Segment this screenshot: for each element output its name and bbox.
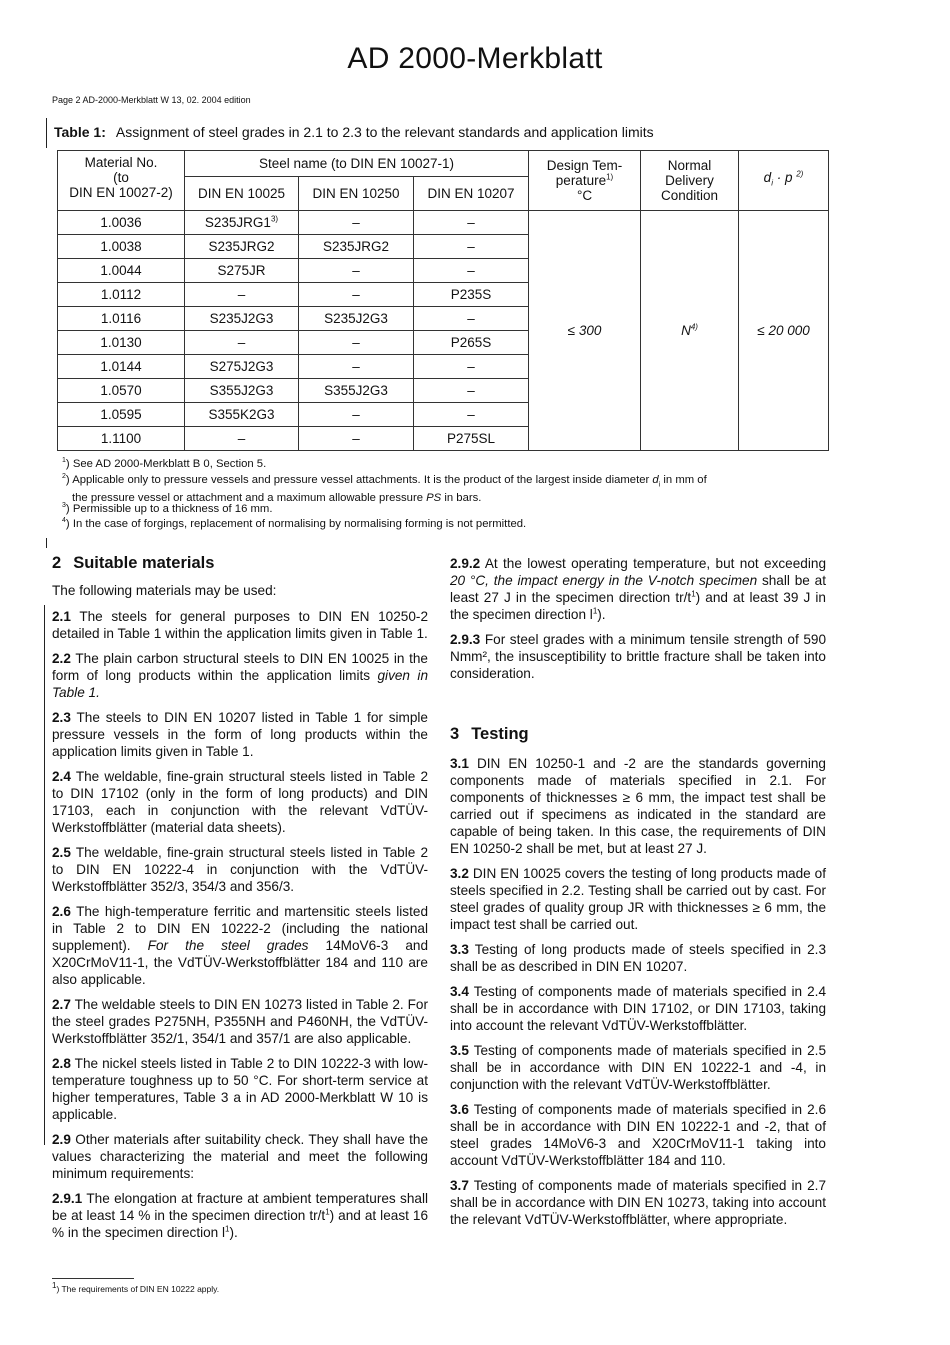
cell-material-no: 1.0116	[58, 307, 185, 331]
cell-din-en-10250: –	[299, 259, 414, 283]
cell-din-en-10250: S235JRG2	[299, 235, 414, 259]
left-column	[52, 555, 428, 1249]
cell-material-no: 1.0595	[58, 403, 185, 427]
cell-din-en-10207: –	[414, 235, 529, 259]
cell-material-no: 1.0036	[58, 211, 185, 235]
cell-din-en-10207: –	[414, 379, 529, 403]
cell-din-en-10207: P275SL	[414, 427, 529, 451]
cell-din-en-10250: –	[299, 355, 414, 379]
para-2-9: 2.9 Other materials after suitability check. They shall have the values characterizing the material and meet the following minimum requirements:	[52, 1132, 429, 1181]
page-title: AD 2000-Merkblatt	[347, 42, 603, 75]
cell-din-en-10207: P235S	[414, 283, 529, 307]
para-2-6: 2.6 The high-temperature ferritic and martensitic steels listed in Table 2 to DIN EN 10222-2 (including the national supplement). For the steel grades 14MoV6-3 and X20CrMoV11-1, the VdTÜV-Werkstoffblätter 184 and 110 are also applicable.	[52, 904, 428, 987]
header-din-en-10207: DIN EN 10207	[414, 177, 529, 211]
footnote-rule	[52, 1278, 134, 1279]
para-2-5: 2.5 The weldable, fine-grain structural steels listed in Table 2 to DIN EN 10222-4 in conjunction with the VdTÜV-Werkstoffblätter 352/3, 354/3 and 356/3.	[52, 845, 428, 894]
para-2-2: 2.2 The plain carbon structural steels to DIN EN 10025 in the form of long products within the application limits given in Table 1.	[52, 651, 429, 700]
cell-din-en-10207: –	[414, 355, 529, 379]
cell-din-en-10025: S235JRG1$^{3)}$	[185, 211, 299, 235]
table-caption-label: Table 1:	[54, 124, 106, 140]
para-2-9-1: 2.9.1 The elongation at fracture at ambient temperatures shall be at least 14 % in the specimen direction $tr/t^1$) and at least 16 % in the specimen direction $l^1$).	[52, 1191, 428, 1240]
cell-material-no: 1.0044	[58, 259, 185, 283]
cell-din-en-10207: –	[414, 211, 529, 235]
table-footnote-1: $^1$) See AD 2000-Merkblatt B 0, Section 5.	[62, 457, 267, 470]
cell-din-en-10250: –	[299, 283, 414, 307]
header-din-en-10025: DIN EN 10025	[185, 177, 299, 211]
para-3-1: 3.1 DIN EN 10250-1 and -2 are the standards governing components made of materials specified in 2.1. For components of thicknesses ≥ 6 mm, the impact test shall be carried out if specimens as indicated in the standard are capable of being taken. In this case, the requirements of DIN EN 10250-2 shall be met, but at least 27 J.	[450, 756, 826, 856]
table-row	[58, 211, 829, 235]
header-design-temperature: Design Tem- perature$^{1)}$ °C	[529, 151, 641, 211]
table-footnote-2: $^2$) Applicable only to pressure vessels and pressure vessel attachments. It is the product of the largest inside diameter $d_i$ in mm of the pressure vessel or attachment and a maximum allowable pressure PS in bars.	[62, 473, 707, 504]
section-3-heading: 3 Testing	[450, 725, 529, 743]
para-3-5: 3.5 Testing of components made of materials specified in 2.5 shall be in accordance with DIN EN 10222-1 and -4, in conjunction with the relevant VdTÜV-Werkstoffblätter.	[450, 1043, 827, 1092]
cell-din-en-10025: S235JRG2	[185, 235, 299, 259]
cell-material-no: 1.0144	[58, 355, 185, 379]
cell-material-no: 1.0130	[58, 331, 185, 355]
cell-material-no: 1.1100	[58, 427, 185, 451]
table-footnote-3: $^3$) Permissible up to a thickness of 16 mm.	[62, 502, 273, 515]
cell-din-en-10207: –	[414, 307, 529, 331]
para-3-3: 3.3 Testing of long products made of steels specified in 2.3 shall be as described in DIN EN 10207.	[450, 942, 827, 974]
cell-material-no: 1.0112	[58, 283, 185, 307]
cell-din-en-10250: S235J2G3	[299, 307, 414, 331]
table-caption	[54, 124, 654, 140]
change-bar	[46, 118, 47, 148]
cell-din-en-10025: S355J2G3	[185, 379, 299, 403]
cell-din-en-10025: –	[185, 427, 299, 451]
cell-din-en-10250: –	[299, 331, 414, 355]
para-2-8: 2.8 The nickel steels listed in Table 2 to DIN 10222-3 with low-temperature toughness up to 50 °C. For short-term service at higher temperatures, Table 3 a in AD 2000-Merkblatt W 10 is applicable.	[52, 1056, 429, 1122]
header-material-no: Material No. (to DIN EN 10027-2)	[58, 151, 185, 211]
cell-din-en-10250: –	[299, 427, 414, 451]
change-bar	[44, 605, 45, 1145]
para-2-3: 2.3 The steels to DIN EN 10207 listed in Table 1 for simple pressure vessels in the form of long products within the application limits given in Table 1.	[52, 710, 428, 759]
page-info: Page 2 AD-2000-Merkblatt W 13, 02. 2004 edition	[52, 95, 251, 105]
table-caption-text: Assignment of steel grades in 2.1 to 2.3 to the relevant standards and application limits	[115, 124, 654, 140]
cell-din-en-10250: –	[299, 403, 414, 427]
para-3-2: 3.2 DIN EN 10025 covers the testing of long products made of steels specified in 2.2. Testing shall be carried out by cast. For steel grades of quality group JR with thicknesses ≥ 6 mm, the impact test shall be carried out.	[450, 866, 826, 932]
cell-din-en-10025: –	[185, 283, 299, 307]
table-footnote-4: $^4$) In the case of forgings, replacement of normalising by normalising forming is not permitted.	[62, 517, 527, 530]
cell-din-en-10025: S235J2G3	[185, 307, 299, 331]
cell-din-en-10025: –	[185, 331, 299, 355]
steel-grades-table	[57, 150, 829, 451]
cell-din-en-10207: –	[414, 259, 529, 283]
section-2-intro: The following materials may be used:	[52, 583, 277, 598]
page-footnote: $^1$) The requirements of DIN EN 10222 apply.	[52, 1281, 220, 1294]
para-3-6: 3.6 Testing of components made of materials specified in 2.6 shall be in accordance with DIN EN 10222-1 and -2, that of steel grades 14MoV6-3 and X20CrMoV11-1 taking into account VdTÜV-Werkstoffblätter 184 and 110.	[450, 1102, 827, 1168]
cell-di-p: ≤ 20 000	[739, 211, 829, 451]
para-2-1: 2.1 The steels for general purposes to DIN EN 10250-2 detailed in Table 1 within the application limits given in Table 1.	[52, 609, 429, 641]
header-di-p: $d_i \cdot p$ $^{2)}$	[739, 151, 829, 211]
right-column	[450, 555, 826, 1236]
header-delivery-condition: Normal Delivery Condition	[641, 151, 739, 211]
cell-din-en-10025: S275JR	[185, 259, 299, 283]
cell-din-en-10250: –	[299, 211, 414, 235]
cell-din-en-10207: P265S	[414, 331, 529, 355]
header-din-en-10250: DIN EN 10250	[299, 177, 414, 211]
change-bar	[46, 538, 47, 548]
cell-material-no: 1.0570	[58, 379, 185, 403]
cell-material-no: 1.0038	[58, 235, 185, 259]
cell-din-en-10025: S355K2G3	[185, 403, 299, 427]
cell-din-en-10250: S355J2G3	[299, 379, 414, 403]
para-2-9-3: 2.9.3 For steel grades with a minimum tensile strength of 590 Nmm², the insusceptibility to brittle fracture shall be taken into consideration.	[450, 632, 826, 681]
cell-din-en-10207: –	[414, 403, 529, 427]
cell-design-temperature: ≤ 300	[529, 211, 641, 451]
section-2-heading: 2 Suitable materials	[52, 554, 215, 572]
para-3-7: 3.7 Testing of components made of materials specified in 2.7 shall be in accordance with DIN EN 10273, taking into account the relevant VdTÜV-Werkstoffblätter, where appropriate.	[450, 1178, 827, 1227]
cell-delivery-condition: $N^{4)}$	[641, 211, 739, 451]
para-2-9-2: 2.9.2 At the lowest operating temperature, but not exceeding 20 °C, the impact energy in the V-notch specimen shall be at least 27 J in the specimen direction $tr/t^1$) and at least 39 J in the specimen direction $l^1$).	[450, 556, 826, 622]
para-2-7: 2.7 The weldable steels to DIN EN 10273 listed in Table 2. For the steel grades P275NH, P355NH and P460NH, the VdTÜV-Werkstoffblätter 352/1, 354/1 and 357/1 are also applicable.	[52, 997, 428, 1046]
para-3-4: 3.4 Testing of components made of materials specified in 2.4 shall be in accordance with DIN 17102, or DIN 17103, taking into account the relevant VdTÜV-Werkstoffblätter.	[450, 984, 827, 1033]
para-2-4: 2.4 The weldable, fine-grain structural steels listed in Table 2 to DIN 17102 (only in the form of long products) and DIN 17103, each in conjunction with the relevant VdTÜV-Werkstoffblätter (material data sheets).	[52, 769, 428, 835]
cell-din-en-10025: S275J2G3	[185, 355, 299, 379]
header-steel-name: Steel name (to DIN EN 10027-1)	[185, 151, 529, 177]
